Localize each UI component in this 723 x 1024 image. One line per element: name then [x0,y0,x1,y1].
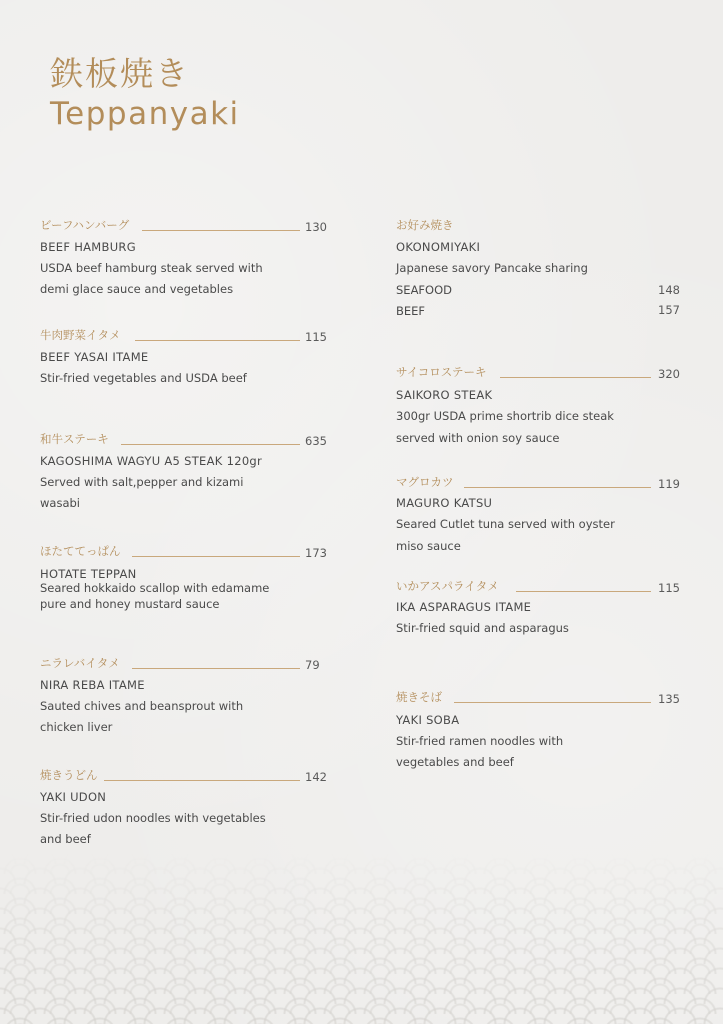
menu-item-nira-reba-itame [40,655,330,734]
menu-item-header [40,431,330,449]
menu-item-japanese-name: お好み焼き [396,218,454,232]
menu-item-price: 142 [305,770,327,784]
menu-item-maguro-katsu [396,474,686,553]
menu-item-english-name: IKA ASPARAGUS ITAME [396,600,532,614]
divider-line [142,230,300,231]
menu-item-header [396,217,686,235]
menu-item-price: 320 [658,367,680,381]
divider-line [121,444,300,445]
menu-item-price: 130 [305,220,327,234]
menu-item-ika-asparagus-itame [396,578,686,635]
menu-item-description-line1: Seared hokkaido scallop with edamame [40,581,270,595]
menu-item-beef-hamburg [40,217,330,296]
menu-item-japanese-name: 焼きうどん [40,768,98,782]
menu-item-japanese-name: 焼きそば [396,690,442,704]
divider-line [135,340,300,341]
menu-item-description-line1: Served with salt,pepper and kizami [40,475,244,489]
menu-item-description-line2: chicken liver [40,720,113,734]
menu-item-header [40,543,330,561]
menu-item-header [40,327,330,345]
menu-item-japanese-name: 和牛ステーキ [40,432,109,446]
menu-item-yaki-soba [396,689,686,769]
menu-item-english-name: OKONOMIYAKI [396,240,481,254]
menu-item-beef-yasai-itame [40,327,330,385]
menu-item-description-line1: Sauted chives and beansprout with [40,699,244,713]
menu-item-header [40,655,330,673]
menu-item-description-line2: served with onion soy sauce [396,431,560,445]
menu-item-description-line2: and beef [40,832,91,846]
menu-item-description-line1: Japanese savory Pancake sharing [396,261,588,275]
menu-item-english-name: SAIKORO STEAK [396,388,493,402]
menu-item-price: 135 [658,692,680,706]
variant-price-beef: 157 [658,303,680,317]
menu-item-japanese-name: サイコロステーキ [396,365,487,379]
page-title-japanese: 鉄板焼き [50,54,190,93]
menu-item-japanese-name: いかアスパライタメ [396,579,499,593]
menu-item-saikoro-steak [396,364,686,445]
menu-item-kagoshima-wagyu [40,431,330,510]
divider-line [500,377,651,378]
page-title-english: Teppanyaki [50,96,240,132]
menu-item-description-line2: pure and honey mustard sauce [40,597,220,611]
menu-item-description-line1: Seared Cutlet tuna served with oyster [396,517,615,531]
menu-item-price: 115 [305,330,327,344]
menu-item-description-line2: miso sauce [396,539,461,553]
menu-item-okonomiyaki [396,217,686,318]
menu-item-japanese-name: ほたててっぱん [40,544,121,558]
divider-line [464,487,651,488]
menu-item-english-name: BEEF HAMBURG [40,240,136,254]
menu-item-japanese-name: ニラレバイタメ [40,656,120,670]
menu-item-description-line2: wasabi [40,496,80,510]
menu-item-english-name: KAGOSHIMA WAGYU A5 STEAK 120gr [40,454,263,468]
menu-item-english-name: BEEF YASAI ITAME [40,350,149,364]
menu-item-english-name: MAGURO KATSU [396,496,493,510]
menu-item-price: 635 [305,434,327,448]
menu-item-japanese-name: 牛肉野菜イタメ [40,328,121,342]
menu-item-english-name: HOTATE TEPPAN [40,567,137,581]
wave-pattern-decoration [0,854,723,1024]
menu-item-description-line1: 300gr USDA prime shortrib dice steak [396,409,614,423]
menu-item-description-line1: USDA beef hamburg steak served with [40,261,263,275]
menu-item-hotate-teppan [40,543,330,611]
variant-price-seafood: 148 [658,283,680,297]
divider-line [132,556,300,557]
menu-item-yaki-udon [40,767,330,846]
menu-item-description-line1: Stir-fried ramen noodles with [396,734,564,748]
menu-item-header [40,767,330,785]
menu-item-english-name: YAKI SOBA [396,713,460,727]
menu-item-header [396,578,686,596]
menu-item-english-name: NIRA REBA ITAME [40,678,145,692]
menu-item-japanese-name: ビーフハンバーグ [40,218,130,232]
menu-item-header [40,217,330,235]
variant-label-beef: BEEF [396,304,426,318]
divider-line [454,702,651,703]
menu-item-price: 115 [658,581,680,595]
menu-item-header [396,364,686,382]
divider-line [104,780,300,781]
menu-item-description-line2: vegetables and beef [396,755,514,769]
variant-label-seafood: SEAFOOD [396,283,453,297]
divider-line [132,668,300,669]
menu-item-description-line1: Stir-fried vegetables and USDA beef [40,371,247,385]
menu-item-price: 119 [658,477,680,491]
divider-line [516,591,651,592]
menu-item-description-line1: Stir-fried udon noodles with vegetables [40,811,266,825]
menu-item-japanese-name: マグロカツ [396,475,454,489]
menu-item-english-name: YAKI UDON [40,790,107,804]
menu-item-description-line1: Stir-fried squid and asparagus [396,621,569,635]
menu-item-header [396,689,686,707]
menu-item-description-line2: demi glace sauce and vegetables [40,282,234,296]
menu-item-header [396,474,686,492]
menu-item-price: 79 [305,658,320,672]
menu-item-price: 173 [305,546,327,560]
